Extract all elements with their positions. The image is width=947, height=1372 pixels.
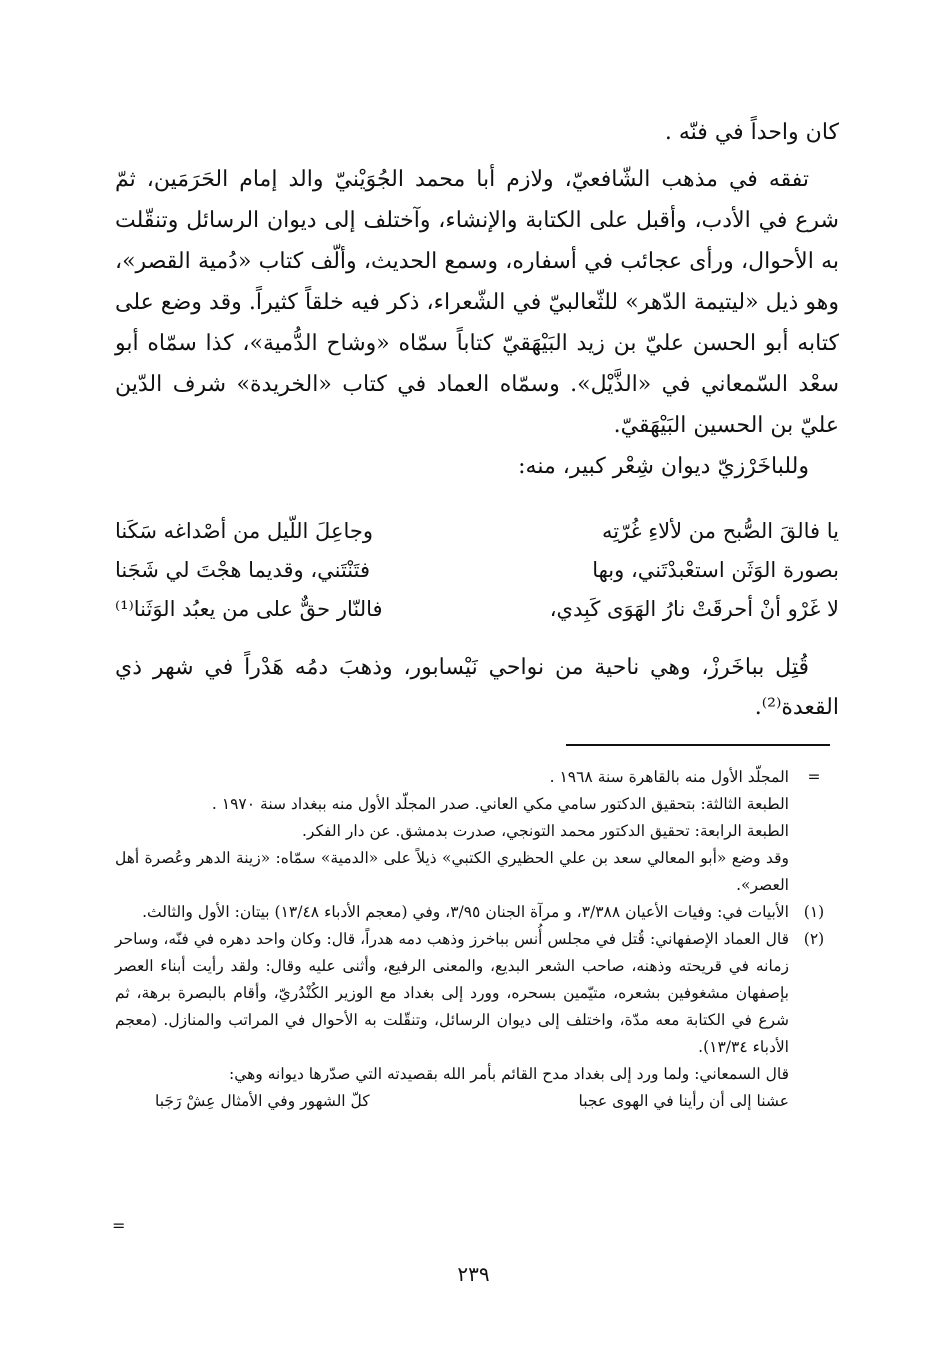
poetry-intro: وللباخَرْزيّ ديوان شِعْر كبير، منه: [518, 454, 809, 479]
footnote-verse [115, 1088, 789, 1115]
footnote-text: قال السمعاني: ولما ورد إلى بغداد مدح القائم بأمر الله بقصيدته التي صدّرها ديوانه وهي: [228, 1065, 789, 1083]
main-text [115, 112, 839, 487]
footnote-1 [115, 899, 839, 926]
footnote-number: (١) [803, 903, 825, 921]
footnote-body [115, 926, 789, 1115]
footnote-separator [566, 744, 830, 746]
continuation-marker: = [807, 768, 821, 786]
biography-paragraph: تفقه في مذهب الشّافعيّ، ولازم أبا محمد الجُوَيْنيّ والد إمام الحَرَمَين، ثمّ شرع في الأدب، وأقبل على الكتابة والإنشاء، وآختلف إلى ديوان الرسائل وتنقّلت به الأحوال، ورأى عجائب في أسفاره، وسمع الحديث، وألّف كتاب «دُمية القصر»، وهو ذيل «ليتيمة الدّهر» للثّعالبيّ في الشّعراء، ذكر فيه خلقاً كثيراً. وقد وضع على كتابه أبو الحسن عليّ بن زيد البَيْهَقيّ كتاباً سمّاه «وشاح الدُّمية»، كذا سمّاه أبو سعْد السّمعاني في «الذَّيْل». وسمّاه العماد في كتاب «الخريدة» شرف الدّين عليّ بن الحسين البَيْهَقيّ. [115, 167, 839, 438]
footnote-continuation [115, 764, 839, 899]
footnote-line: الطبعة الثالثة: بتحقيق الدكتور سامي مكي العاني. صدر المجلّد الأول منه ببغداد سنة ١٩٧٠ . [211, 795, 789, 813]
closing-text [115, 648, 839, 728]
footnote-text: الأبيات في: وفيات الأعيان ٣/٣٨٨، و مرآة الجنان ٣/٩٥، وفي (معجم الأدباء ١٣/٤٨) بيتان: الأول والثالث. [142, 903, 789, 921]
footnote-body [115, 764, 789, 899]
footnote-text: قال العماد الإصفهاني: قُتل في مجلس أُنس بباخرز وذهب دمه هدراً، قال: وكان واحد دهره في فنّه، وساحر زمانه في قريحته وذهنه، صاحب الشعر البديع، والمعنى الرفيع، وأثنى عليه وقال: ولقد رأيت أبناء العصر بإصفهان مشغوفين بشعره، متيّمين بسحره، وورد إلى بغداد مع الوزير الكُنْدُريّ، وأقام بالبصرة برهة، ثم شرع في الكتابة معه مدّة، واختلف إلى ديوان الرسائل، وتنقّلت به الأحوال في المراتب والمنازل. (معجم الأدباء ١٣/٣٤). [115, 930, 789, 1056]
footnote-verse-second: كلّ الشهور وفي الأمثال عِشْ رَجَبا [155, 1092, 370, 1110]
verse-second-hemistich: فالنّار حقٌّ على من يعبُد الوَثَنا⁽¹⁾ [115, 597, 383, 621]
footnote-line: وقد وضع «أبو المعالي سعد بن علي الحظيري الكتبي» ذيلاً على «الدمية» سمّاه: «زينة الدهر وعُصرة أهل العصر». [115, 849, 789, 894]
poem [115, 512, 839, 629]
continuation-marker-trailing: = [112, 1216, 126, 1235]
verse-first-hemistich: لا غَرْو أنْ أحرقَتْ نارُ الهَوَى كَبِدي، [549, 597, 839, 621]
poem-verse [115, 512, 839, 551]
footnote-verse-first: عشنا إلى أن رأينا في الهوى عجبا [578, 1092, 789, 1110]
footnotes [115, 764, 839, 1115]
page-number: ٢٣٩ [457, 1262, 490, 1286]
poem-verse [115, 590, 839, 629]
footnote-body [115, 899, 789, 926]
verse-first-hemistich: يا فالقَ الصُّبح من لألاءِ غُرّتِه [601, 519, 839, 543]
verse-second-hemistich: فتَنْتَني، وقديما هجْتَ لي شَجَنا [115, 558, 370, 582]
closing-paragraph: قُتِل بباخَرزْ، وهي ناحية من نواحي نَيْسابور، وذهبَ دمُه هَدْراً في شهر ذي القعدة⁽²⁾. [115, 655, 839, 720]
poem-verse [115, 551, 839, 590]
footnote-line: المجلّد الأول منه بالقاهرة سنة ١٩٦٨ . [549, 768, 789, 786]
footnote-line: الطبعة الرابعة: تحقيق الدكتور محمد التونجي، صدرت بدمشق. عن دار الفكر. [302, 822, 789, 840]
verse-second-hemistich: وجاعِلَ اللّيل من أصْداغه سَكَنا [115, 519, 374, 543]
footnote-number: (٢) [803, 930, 825, 948]
lead-line: كان واحداً في فنّه . [664, 120, 839, 145]
footnote-2 [115, 926, 839, 1115]
verse-first-hemistich: بصورة الوَثَن استعْبدْتَني، وبها [592, 558, 839, 582]
